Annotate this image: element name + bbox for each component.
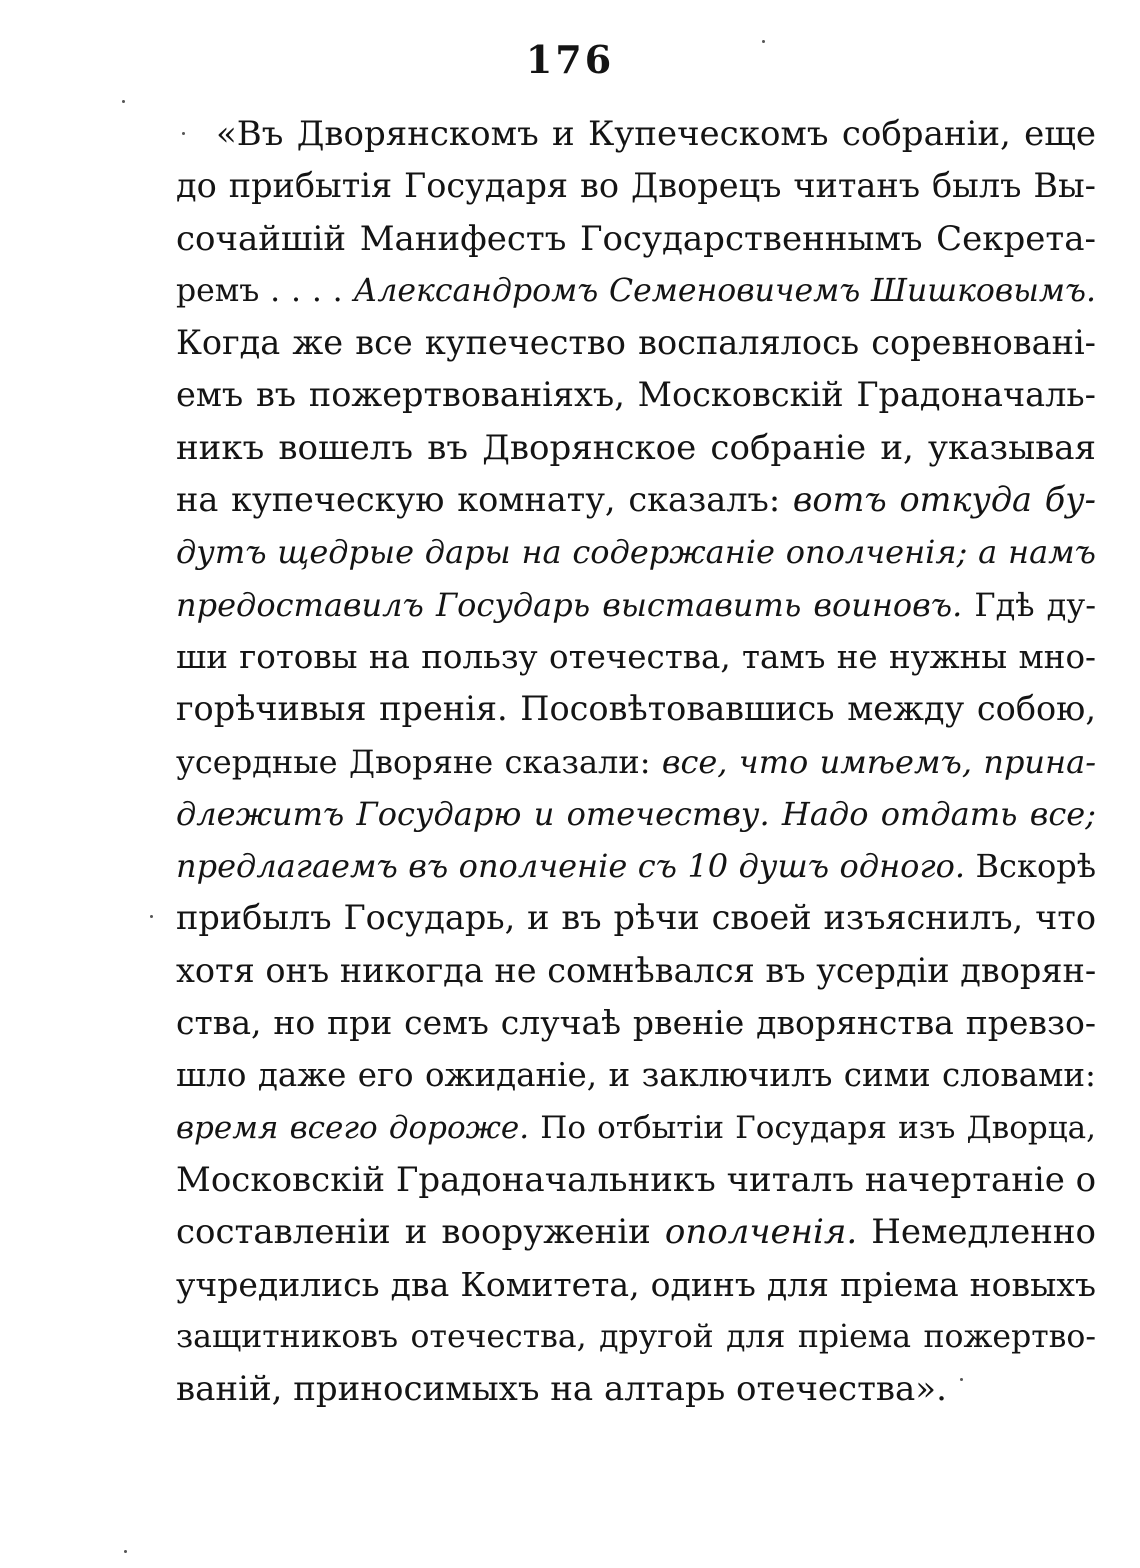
text-segment: прибылъ Государь, и въ рѣчи своей изъяснилъ, что (176, 898, 1096, 938)
text-line (176, 945, 1096, 997)
text-line (176, 1259, 1096, 1311)
text-segment: горѣчивыя пренія. Посовѣтовавшись между собою, (176, 689, 1096, 729)
text-segment: шло даже его ожиданіе, и заключилъ сими словами: (176, 1056, 1096, 1095)
italic-segment: дутъ щедрые дары на содержаніе ополченія; а намъ (176, 533, 1096, 572)
page-number: 176 (525, 37, 615, 82)
text-segment: «Въ Дворянскомъ и Купеческомъ собраніи, еще (216, 114, 1096, 154)
scan-speck (122, 100, 125, 103)
text-segment: Немедленно (857, 1212, 1096, 1253)
text-segment: составленіи и вооруженіи (176, 1212, 665, 1253)
text-line (176, 422, 1096, 474)
text-line (176, 788, 1096, 840)
text-segment: усердные Дворяне сказали: (176, 742, 662, 781)
text-segment: никъ вошелъ въ Дворянское собраніе и, указывая (176, 427, 1096, 468)
text-line (176, 108, 1096, 160)
text-segment: сочайшій Манифестъ Государственнымъ Секрета- (176, 218, 1096, 259)
text-line (176, 317, 1096, 369)
text-line (176, 213, 1096, 265)
text-line (176, 1049, 1096, 1101)
text-segment: учредились два Комитета, одинъ для пріема новыхъ (176, 1264, 1096, 1304)
text-segment: ремъ . . . . (176, 272, 354, 309)
text-segment: Вскорѣ (965, 847, 1097, 886)
text-segment: ши готовы на пользу отечества, тамъ не нужны мно- (176, 637, 1096, 676)
text-line (176, 736, 1096, 788)
text-line (176, 526, 1096, 578)
text-line (176, 631, 1096, 683)
scan-speck (960, 1378, 963, 1381)
text-line (176, 474, 1096, 526)
text-segment: хотя онъ никогда не сомнѣвался въ усердіи дворян- (176, 950, 1097, 990)
text-segment: ства, но при семъ случаѣ рвеніе дворянства превзо- (176, 1003, 1096, 1043)
text-line (176, 1363, 1096, 1415)
scan-speck (150, 915, 153, 918)
text-segment: емъ въ пожертвованіяхъ, Московскій Градоначаль- (176, 375, 1096, 415)
italic-segment: все, что имѣемъ, прина- (661, 742, 1096, 781)
italic-segment: Александромъ Семеновичемъ Шишковымъ. (353, 272, 1096, 309)
text-line (176, 997, 1096, 1049)
text-line (176, 840, 1096, 892)
scan-speck (182, 132, 185, 135)
italic-segment: длежитъ Государю и отечеству. Надо отдать все; (176, 794, 1096, 833)
text-line (176, 1102, 1096, 1154)
italic-segment: предоставилъ Государь выставить воиновъ. (176, 585, 963, 624)
text-segment: защитниковъ отечества, другой для пріема пожертво- (176, 1318, 1096, 1355)
text-segment: Гдѣ ду- (962, 585, 1097, 624)
text-line (176, 579, 1096, 631)
text-line (176, 1311, 1096, 1363)
italic-segment: время всего дороже. (176, 1109, 530, 1146)
text-line (176, 369, 1096, 421)
text-line (176, 1154, 1096, 1206)
scan-speck (124, 1550, 127, 1553)
text-line (176, 892, 1096, 944)
text-segment: Московскій Градоначальникъ читалъ начертаніе о (176, 1159, 1097, 1200)
text-line (176, 683, 1096, 735)
text-segment: Когда же все купечество воспалялось соревновані- (176, 323, 1096, 363)
text-line (176, 1206, 1096, 1258)
text-segment: По отбытіи Государя изъ Дворца, (529, 1109, 1096, 1146)
text-segment: на купеческую комнату, сказалъ: (176, 480, 793, 520)
text-line (176, 160, 1096, 212)
scan-speck (762, 40, 765, 43)
italic-segment: ополченія. (664, 1212, 858, 1253)
text-segment: ваній, приносимыхъ на алтарь отечества». (176, 1369, 947, 1410)
body-text (176, 108, 1096, 1415)
text-line (176, 265, 1096, 317)
italic-segment: предлагаемъ въ ополченіе съ 10 душъ одного. (176, 847, 966, 886)
text-segment: до прибытія Государя во Дворецъ читанъ былъ Вы- (176, 166, 1096, 206)
italic-segment: вотъ откуда бу- (792, 480, 1096, 520)
